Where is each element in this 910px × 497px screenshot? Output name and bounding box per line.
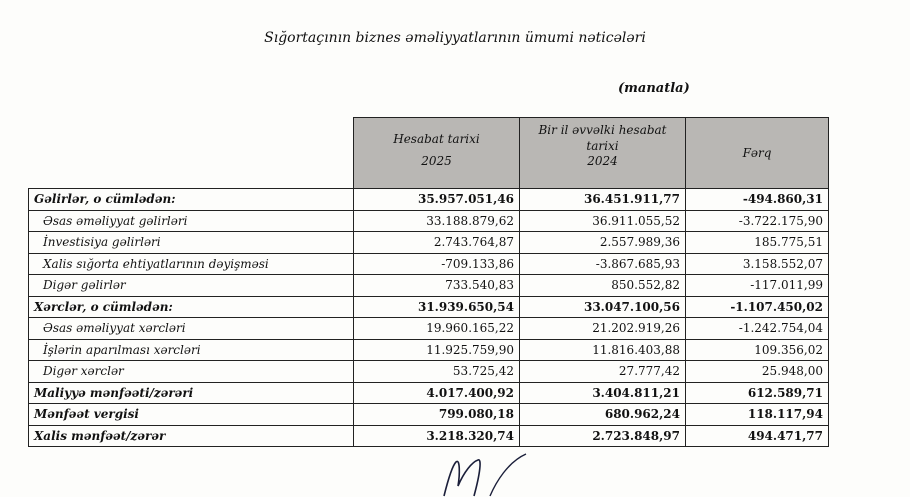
table-row <box>29 210 829 232</box>
value-difference: -1.242.754,04 <box>686 318 829 340</box>
table-row <box>29 404 829 426</box>
table-row <box>29 189 829 211</box>
header-previous-date <box>520 118 686 189</box>
row-label: Xalis mənfəət/zərər <box>29 425 354 447</box>
currency-unit: (manatla) <box>618 81 690 96</box>
value-difference: 118.117,94 <box>686 404 829 426</box>
value-difference: -1.107.450,02 <box>686 296 829 318</box>
value-difference: -117.011,99 <box>686 275 829 297</box>
value-difference: 25.948,00 <box>686 361 829 383</box>
table-row <box>29 361 829 383</box>
value-2024: 36.911.055,52 <box>520 210 686 232</box>
value-2025: 33.188.879,62 <box>354 210 520 232</box>
header-difference <box>686 118 829 189</box>
value-2024: 36.451.911,77 <box>520 189 686 211</box>
value-2024: 11.816.403,88 <box>520 339 686 361</box>
row-label: Gəlirlər, o cümlədən: <box>29 189 354 211</box>
header-reporting-date-year: 2025 <box>421 154 452 168</box>
value-2024: 33.047.100,56 <box>520 296 686 318</box>
value-difference: 494.471,77 <box>686 425 829 447</box>
value-2024: 680.962,24 <box>520 404 686 426</box>
value-2025: -709.133,86 <box>354 253 520 275</box>
row-label: İnvestisiya gəlirləri <box>29 232 354 254</box>
row-label: Əsas əməliyyat xərcləri <box>29 318 354 340</box>
table-row <box>29 382 829 404</box>
row-label: İşlərin aparılması xərcləri <box>29 339 354 361</box>
header-previous-date-year: 2024 <box>587 154 618 168</box>
signature-icon <box>430 452 540 497</box>
header-previous-date-title: Bir il əvvəlki hesabat tarixi <box>538 123 667 153</box>
results-table <box>28 117 829 447</box>
value-2025: 35.957.051,46 <box>354 189 520 211</box>
table-row <box>29 275 829 297</box>
value-2025: 31.939.650,54 <box>354 296 520 318</box>
header-reporting-date-title: Hesabat tarixi <box>393 132 480 146</box>
row-label: Mənfəət vergisi <box>29 404 354 426</box>
header-blank-cell <box>29 118 354 189</box>
row-label: Digər xərclər <box>29 361 354 383</box>
table-row <box>29 232 829 254</box>
header-row <box>29 118 829 189</box>
value-2024: 2.557.989,36 <box>520 232 686 254</box>
value-2024: 21.202.919,26 <box>520 318 686 340</box>
row-label: Əsas əməliyyat gəlirləri <box>29 210 354 232</box>
value-2025: 799.080,18 <box>354 404 520 426</box>
table-body <box>29 189 829 447</box>
value-2024: 27.777,42 <box>520 361 686 383</box>
value-2025: 2.743.764,87 <box>354 232 520 254</box>
value-2024: -3.867.685,93 <box>520 253 686 275</box>
value-2024: 850.552,82 <box>520 275 686 297</box>
value-2024: 3.404.811,21 <box>520 382 686 404</box>
value-2025: 733.540,83 <box>354 275 520 297</box>
value-2025: 53.725,42 <box>354 361 520 383</box>
value-2025: 3.218.320,74 <box>354 425 520 447</box>
row-label: Digər gəlirlər <box>29 275 354 297</box>
row-label: Xalis sığorta ehtiyatlarının dəyişməsi <box>29 253 354 275</box>
table-row <box>29 318 829 340</box>
table-row <box>29 296 829 318</box>
value-difference: -3.722.175,90 <box>686 210 829 232</box>
value-difference: -494.860,31 <box>686 189 829 211</box>
value-difference: 109.356,02 <box>686 339 829 361</box>
value-difference: 612.589,71 <box>686 382 829 404</box>
value-2024: 2.723.848,97 <box>520 425 686 447</box>
table-row <box>29 339 829 361</box>
header-reporting-date <box>354 118 520 189</box>
value-2025: 19.960.165,22 <box>354 318 520 340</box>
document-title: Sığortaçının biznes əməliyyatlarının ümumi nəticələri <box>264 30 646 46</box>
row-label: Xərclər, o cümlədən: <box>29 296 354 318</box>
header-difference-title: Fərq <box>742 146 772 160</box>
value-difference: 3.158.552,07 <box>686 253 829 275</box>
table-row <box>29 425 829 447</box>
table-row <box>29 253 829 275</box>
value-2025: 11.925.759,90 <box>354 339 520 361</box>
value-difference: 185.775,51 <box>686 232 829 254</box>
value-2025: 4.017.400,92 <box>354 382 520 404</box>
row-label: Maliyyə mənfəəti/zərəri <box>29 382 354 404</box>
